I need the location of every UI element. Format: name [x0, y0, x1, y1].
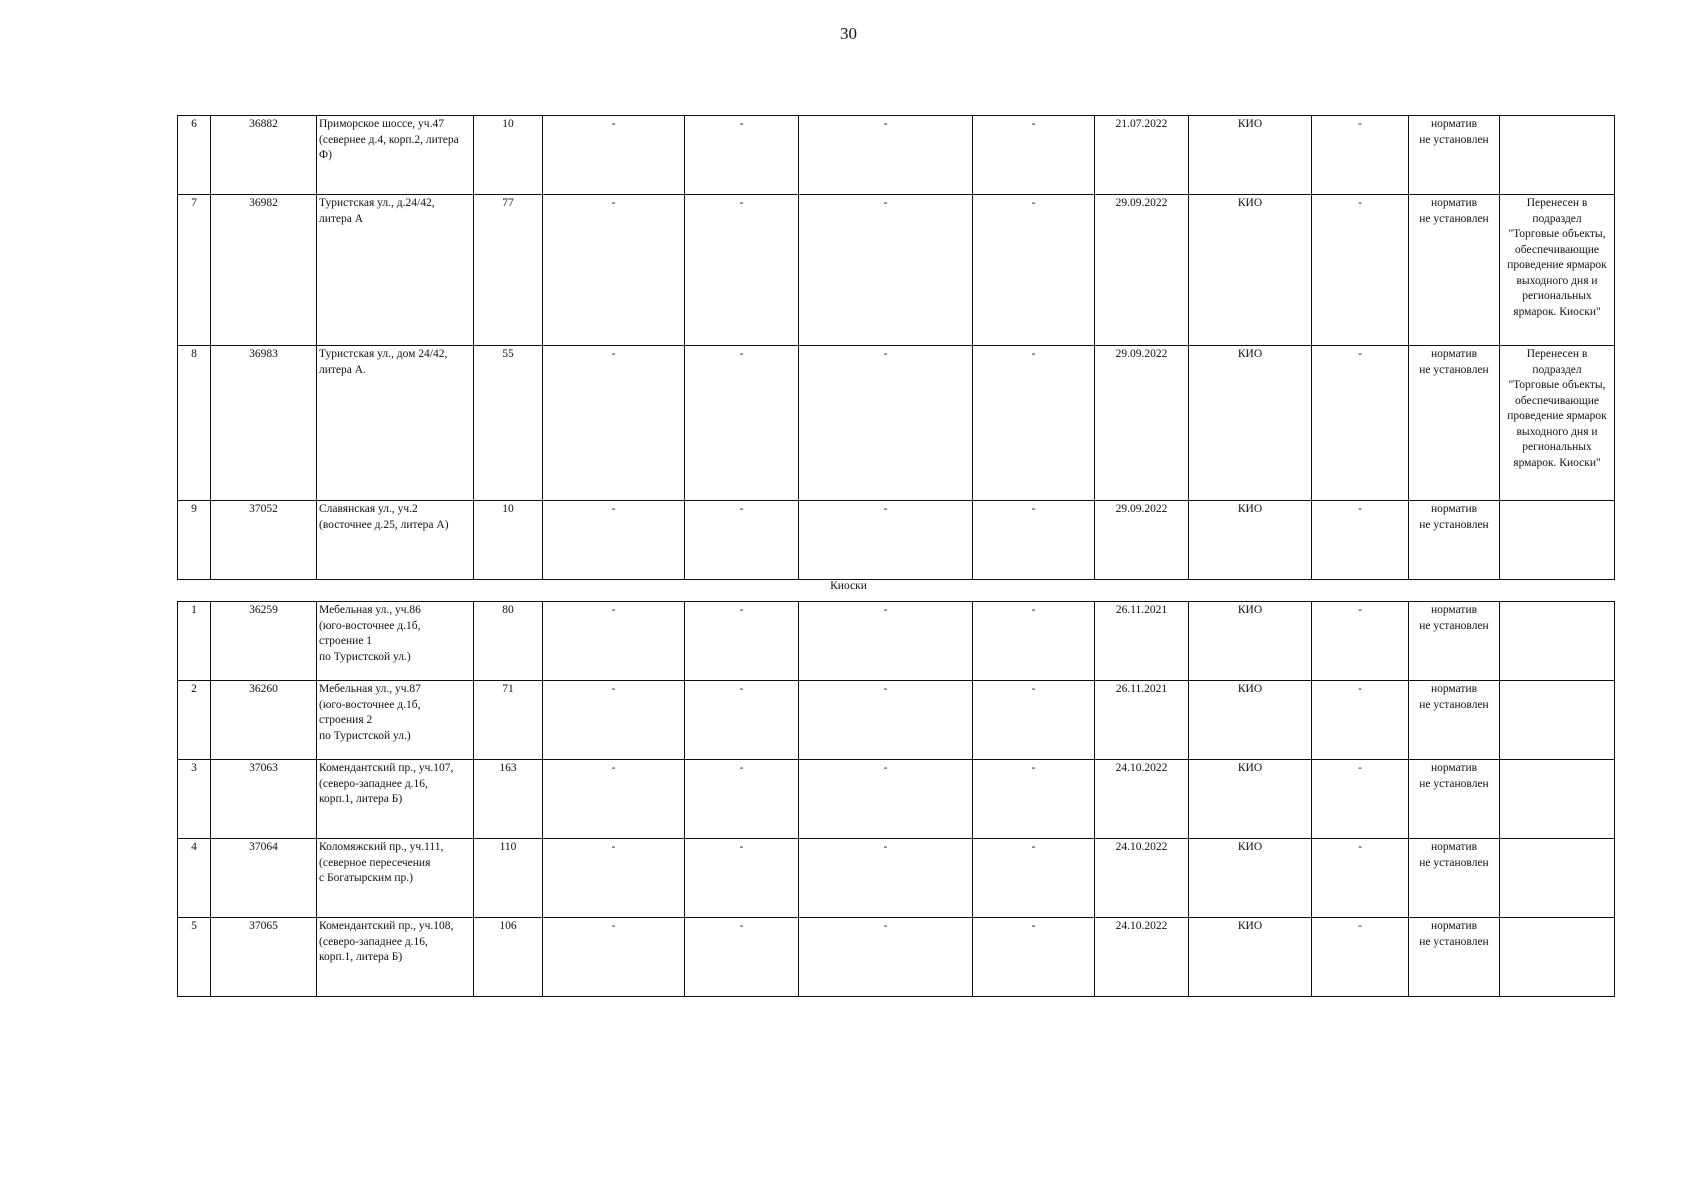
objects-table — [177, 115, 1615, 580]
table-row — [178, 346, 1615, 501]
cell-note-line: обеспечивающие — [1515, 394, 1599, 407]
cell-note-line: "Торговые объекты, — [1508, 379, 1606, 391]
cell-address — [317, 602, 474, 681]
cell-col7: - — [799, 195, 973, 346]
cell-address-line: Славянская ул., уч.2 — [319, 503, 418, 515]
cell-row-number: 7 — [178, 195, 211, 346]
cell-address — [317, 681, 474, 760]
cell-note-line: проведение ярмарок — [1507, 410, 1607, 422]
cell-col8: - — [973, 116, 1095, 195]
cell-col6: - — [685, 195, 799, 346]
cell-col5: - — [543, 346, 685, 501]
cell-note — [1500, 501, 1615, 580]
cell-area: 106 — [474, 918, 543, 997]
cell-area: 71 — [474, 681, 543, 760]
cell-row-number: 1 — [178, 602, 211, 681]
cell-area: 10 — [474, 116, 543, 195]
cell-address — [317, 760, 474, 839]
cell-normative-line: норматив — [1430, 503, 1478, 515]
cell-address-line: литера А — [319, 212, 364, 225]
cell-address — [317, 195, 474, 346]
cell-object-code: 37065 — [211, 918, 317, 997]
cell-note — [1500, 195, 1615, 346]
cell-normative-line: не установлен — [1419, 133, 1489, 146]
cell-address — [317, 501, 474, 580]
cell-col11: - — [1312, 918, 1409, 997]
cell-note — [1500, 760, 1615, 839]
cell-normative — [1409, 346, 1500, 501]
cell-address-line: по Туристской ул.) — [319, 650, 411, 663]
cell-normative — [1409, 195, 1500, 346]
cell-address-line: по Туристской ул.) — [319, 729, 411, 742]
cell-row-number: 3 — [178, 760, 211, 839]
cell-col7: - — [799, 918, 973, 997]
cell-note-line: ярмарок. Киоски" — [1513, 456, 1601, 469]
table-row — [178, 760, 1615, 839]
cell-organization: КИО — [1189, 195, 1312, 346]
cell-col5: - — [543, 195, 685, 346]
table-row — [178, 116, 1615, 195]
cell-object-code: 36983 — [211, 346, 317, 501]
table-row — [178, 501, 1615, 580]
cell-note-line: региональных — [1522, 441, 1592, 453]
cell-normative — [1409, 116, 1500, 195]
cell-address-line: Ф) — [319, 149, 332, 161]
kiosks-table — [177, 601, 1615, 997]
cell-address-line: (северное пересечения — [319, 856, 431, 869]
cell-address-line: Приморское шоссе, уч.47 — [319, 118, 444, 130]
cell-normative — [1409, 839, 1500, 918]
cell-col8: - — [973, 346, 1095, 501]
cell-col7: - — [799, 760, 973, 839]
cell-col8: - — [973, 602, 1095, 681]
cell-normative — [1409, 918, 1500, 997]
cell-address-line: (севернее д.4, корп.2, литера — [319, 133, 459, 146]
cell-normative — [1409, 681, 1500, 760]
table-row — [178, 918, 1615, 997]
cell-area: 55 — [474, 346, 543, 501]
cell-normative-line: не установлен — [1419, 619, 1489, 632]
cell-col8: - — [973, 681, 1095, 760]
cell-address-line: корп.1, литера Б) — [319, 793, 403, 805]
cell-object-code: 36260 — [211, 681, 317, 760]
table-row — [178, 602, 1615, 681]
cell-col8: - — [973, 918, 1095, 997]
cell-col6: - — [685, 602, 799, 681]
cell-row-number: 5 — [178, 918, 211, 997]
cell-normative-line: не установлен — [1419, 212, 1489, 225]
cell-address-line: Туристская ул., д.24/42, — [319, 197, 435, 209]
cell-note-line: региональных — [1522, 290, 1592, 302]
cell-object-code: 36259 — [211, 602, 317, 681]
cell-note — [1500, 681, 1615, 760]
cell-area: 80 — [474, 602, 543, 681]
cell-object-code: 37064 — [211, 839, 317, 918]
cell-col11: - — [1312, 195, 1409, 346]
cell-col11: - — [1312, 839, 1409, 918]
cell-col6: - — [685, 760, 799, 839]
cell-organization: КИО — [1189, 918, 1312, 997]
cell-address-line: корп.1, литера Б) — [319, 951, 403, 963]
cell-normative-line: не установлен — [1419, 777, 1489, 790]
cell-normative-line: норматив — [1430, 118, 1478, 130]
cell-normative-line: норматив — [1430, 920, 1478, 932]
cell-address-line: (юго-восточнее д.1б, — [319, 698, 421, 711]
cell-normative-line: не установлен — [1419, 698, 1489, 711]
cell-normative-line: не установлен — [1419, 935, 1489, 948]
cell-normative-line: не установлен — [1419, 363, 1489, 376]
cell-date: 26.11.2021 — [1095, 602, 1189, 681]
cell-col6: - — [685, 501, 799, 580]
cell-note-line: выходного дня и — [1516, 274, 1598, 287]
cell-col7: - — [799, 681, 973, 760]
cell-normative — [1409, 501, 1500, 580]
cell-col5: - — [543, 681, 685, 760]
cell-note — [1500, 839, 1615, 918]
cell-row-number: 2 — [178, 681, 211, 760]
cell-normative-line: норматив — [1430, 604, 1478, 616]
cell-address-line: Туристская ул., дом 24/42, — [319, 348, 448, 360]
cell-col5: - — [543, 501, 685, 580]
cell-note-line: обеспечивающие — [1515, 243, 1599, 256]
cell-area: 77 — [474, 195, 543, 346]
cell-normative-line: не установлен — [1419, 856, 1489, 869]
cell-col5: - — [543, 116, 685, 195]
cell-col6: - — [685, 346, 799, 501]
cell-address-line: (восточнее д.25, литера А) — [319, 518, 449, 531]
page-number: 30 — [840, 24, 857, 43]
cell-address-line: Комендантский пр., уч.108, — [319, 920, 454, 932]
section-title-kiosks: Киоски — [830, 580, 867, 592]
cell-object-code: 37063 — [211, 760, 317, 839]
cell-object-code: 37052 — [211, 501, 317, 580]
cell-date: 24.10.2022 — [1095, 760, 1189, 839]
cell-row-number: 4 — [178, 839, 211, 918]
cell-address-line: Комендантский пр., уч.107, — [319, 762, 454, 774]
cell-col6: - — [685, 839, 799, 918]
cell-row-number: 9 — [178, 501, 211, 580]
cell-date: 29.09.2022 — [1095, 501, 1189, 580]
cell-address-line: Мебельная ул., уч.86 — [319, 604, 421, 616]
cell-col11: - — [1312, 602, 1409, 681]
cell-organization: КИО — [1189, 602, 1312, 681]
cell-normative-line: не установлен — [1419, 518, 1489, 531]
cell-address — [317, 839, 474, 918]
cell-date: 24.10.2022 — [1095, 839, 1189, 918]
cell-note-line: подраздел — [1532, 212, 1582, 225]
cell-date: 29.09.2022 — [1095, 195, 1189, 346]
cell-note — [1500, 116, 1615, 195]
cell-address — [317, 116, 474, 195]
cell-col7: - — [799, 346, 973, 501]
cell-date: 29.09.2022 — [1095, 346, 1189, 501]
cell-address — [317, 346, 474, 501]
cell-organization: КИО — [1189, 346, 1312, 501]
cell-organization: КИО — [1189, 760, 1312, 839]
cell-area: 110 — [474, 839, 543, 918]
cell-note-line: подраздел — [1532, 363, 1582, 376]
cell-note — [1500, 602, 1615, 681]
cell-col5: - — [543, 760, 685, 839]
cell-note-line: Перенесен в — [1526, 197, 1588, 209]
cell-row-number: 6 — [178, 116, 211, 195]
cell-col11: - — [1312, 501, 1409, 580]
cell-address-line: строения 2 — [319, 714, 373, 726]
cell-col11: - — [1312, 116, 1409, 195]
cell-col6: - — [685, 918, 799, 997]
cell-col6: - — [685, 681, 799, 760]
cell-note-line: выходного дня и — [1516, 425, 1598, 438]
table-row — [178, 195, 1615, 346]
table-row — [178, 681, 1615, 760]
cell-date: 21.07.2022 — [1095, 116, 1189, 195]
cell-col7: - — [799, 602, 973, 681]
cell-col5: - — [543, 839, 685, 918]
cell-normative-line: норматив — [1430, 762, 1478, 774]
cell-note — [1500, 346, 1615, 501]
cell-col5: - — [543, 918, 685, 997]
cell-col8: - — [973, 760, 1095, 839]
cell-date: 26.11.2021 — [1095, 681, 1189, 760]
cell-col5: - — [543, 602, 685, 681]
cell-normative-line: норматив — [1430, 683, 1478, 695]
cell-area: 163 — [474, 760, 543, 839]
cell-note-line: "Торговые объекты, — [1508, 228, 1606, 240]
cell-organization: КИО — [1189, 681, 1312, 760]
cell-col7: - — [799, 839, 973, 918]
cell-note — [1500, 918, 1615, 997]
cell-normative-line: норматив — [1430, 197, 1478, 209]
cell-address-line: Коломяжский пр., уч.111, — [319, 841, 444, 853]
cell-col11: - — [1312, 681, 1409, 760]
cell-col6: - — [685, 116, 799, 195]
cell-address-line: литера А. — [319, 363, 366, 376]
cell-date: 24.10.2022 — [1095, 918, 1189, 997]
cell-col8: - — [973, 195, 1095, 346]
cell-organization: КИО — [1189, 839, 1312, 918]
cell-address-line: (северо-западнее д.16, — [319, 777, 428, 790]
cell-address — [317, 918, 474, 997]
cell-address-line: строение 1 — [319, 635, 373, 647]
cell-col7: - — [799, 116, 973, 195]
table-row — [178, 839, 1615, 918]
cell-note-line: проведение ярмарок — [1507, 259, 1607, 271]
cell-object-code: 36882 — [211, 116, 317, 195]
cell-area: 10 — [474, 501, 543, 580]
cell-normative-line: норматив — [1430, 841, 1478, 853]
cell-normative — [1409, 760, 1500, 839]
cell-row-number: 8 — [178, 346, 211, 501]
cell-note-line: ярмарок. Киоски" — [1513, 305, 1601, 318]
cell-col11: - — [1312, 346, 1409, 501]
cell-organization: КИО — [1189, 501, 1312, 580]
cell-normative — [1409, 602, 1500, 681]
cell-normative-line: норматив — [1430, 348, 1478, 360]
cell-col7: - — [799, 501, 973, 580]
cell-col11: - — [1312, 760, 1409, 839]
cell-object-code: 36982 — [211, 195, 317, 346]
cell-address-line: с Богатырским пр.) — [319, 872, 413, 884]
cell-note-line: Перенесен в — [1526, 348, 1588, 360]
cell-col8: - — [973, 501, 1095, 580]
cell-address-line: (северо-западнее д.16, — [319, 935, 428, 948]
cell-col8: - — [973, 839, 1095, 918]
cell-organization: КИО — [1189, 116, 1312, 195]
cell-address-line: Мебельная ул., уч.87 — [319, 683, 421, 695]
cell-address-line: (юго-восточнее д.1б, — [319, 619, 421, 632]
